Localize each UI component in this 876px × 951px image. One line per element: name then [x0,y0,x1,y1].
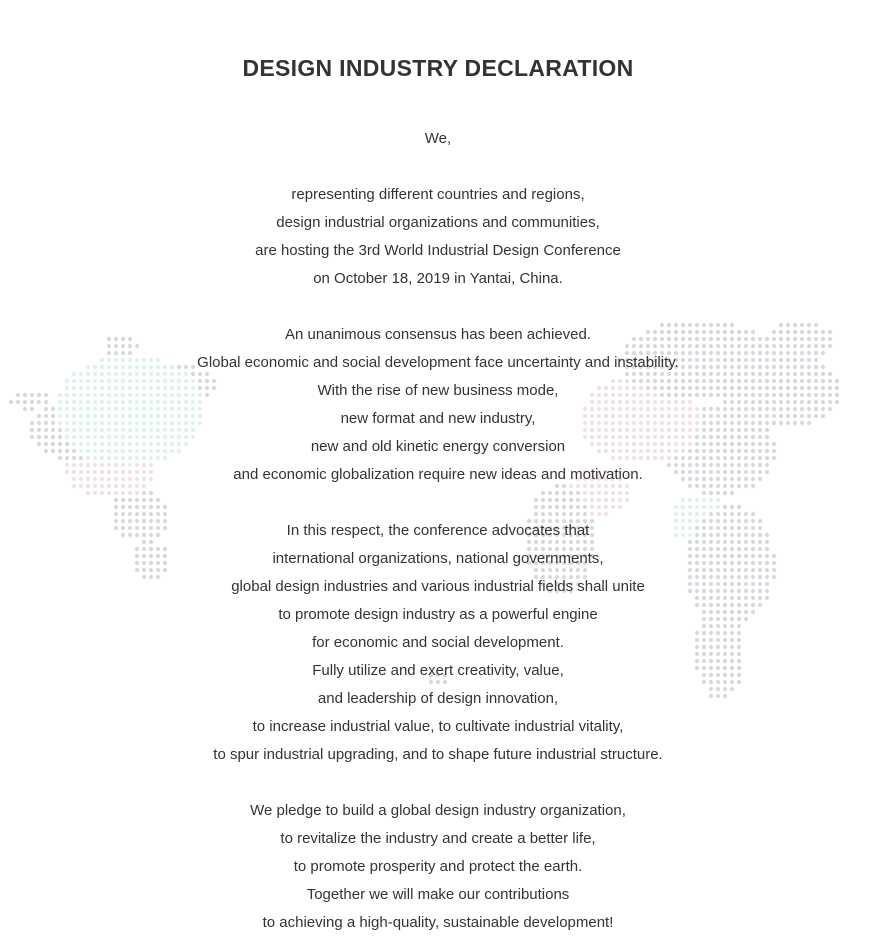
paragraph-line: We pledge to build a global design industry organization, [250,802,626,819]
paragraph-line: design industrial organizations and communities, [276,214,600,231]
paragraph-line: are hosting the 3rd World Industrial Design Conference [255,242,621,259]
paragraph-consensus [0,321,876,489]
paragraph-line: for economic and social development. [312,634,564,651]
page-title: DESIGN INDUSTRY DECLARATION [242,55,634,81]
paragraph-line: With the rise of new business mode, [317,382,559,399]
paragraph-line: global design industries and various industrial fields shall unite [231,578,645,595]
salutation: We, [424,130,452,147]
paragraph-line: to spur industrial upgrading, and to shape future industrial structure. [213,746,663,763]
paragraph-line: to increase industrial value, to cultivate industrial vitality, [252,718,624,735]
paragraph-line: representing different countries and regions, [291,186,585,203]
paragraph-line: international organizations, national governments, [272,550,604,567]
paragraph-hosting [0,181,876,293]
paragraph-line: on October 18, 2019 in Yantai, China. [313,270,563,287]
paragraph-line: to revitalize the industry and create a better life, [280,830,596,847]
paragraph-line: An unanimous consensus has been achieved. [284,326,592,343]
paragraph-line: to promote prosperity and protect the earth. [293,858,583,875]
paragraph-line: Together we will make our contributions [306,886,570,903]
paragraph-line: new format and new industry, [340,410,536,427]
paragraph-line: In this respect, the conference advocates that [286,522,590,539]
paragraph-line: and leadership of design innovation, [317,690,559,707]
paragraph-pledge [0,797,876,937]
paragraph-line: Global economic and social development face uncertainty and instability. [197,354,679,371]
paragraph-line: to achieving a high-quality, sustainable development! [262,914,614,931]
paragraph-advocacy [0,517,876,769]
paragraph-line: Fully utilize and exert creativity, value, [312,662,564,679]
paragraph-line: new and old kinetic energy conversion [310,438,566,455]
paragraph-line: and economic globalization require new ideas and motivation. [233,466,643,483]
paragraph-line: to promote design industry as a powerful engine [278,606,598,623]
